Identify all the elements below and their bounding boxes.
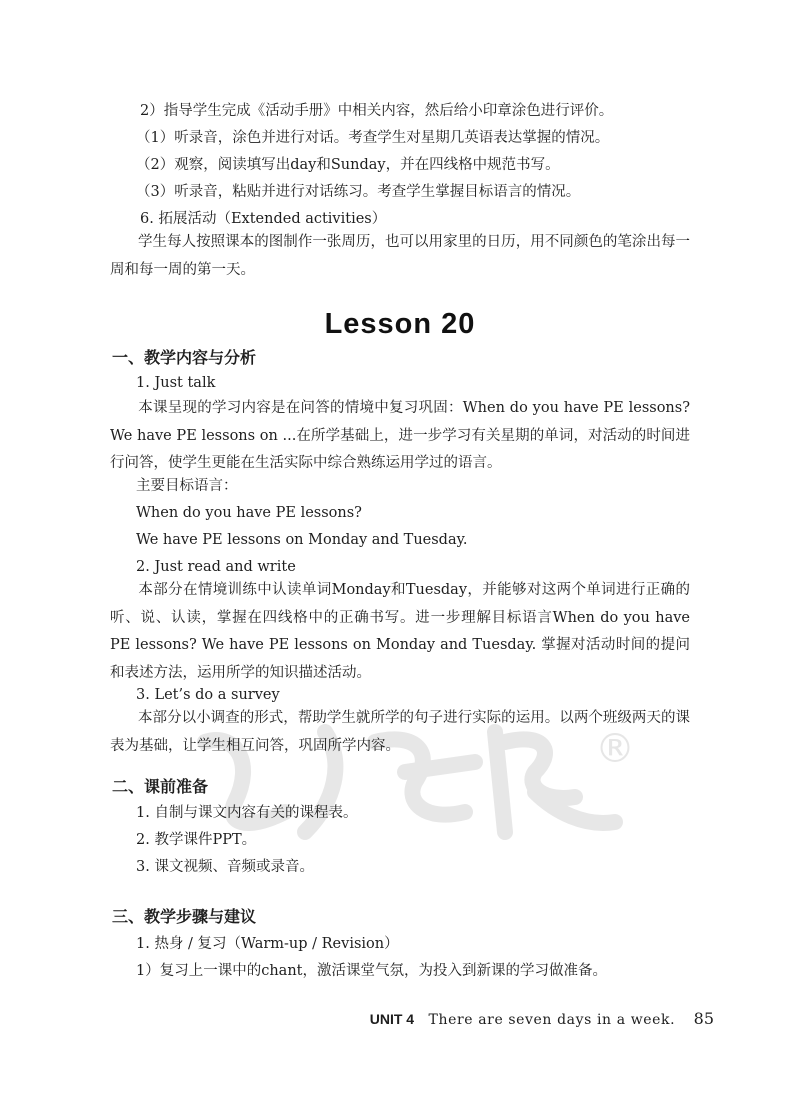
target-language-label: 主要目标语言： (136, 478, 238, 494)
step-warm-up: 1. 热身 / 复习（Warm-up / Revision） (136, 936, 399, 952)
extended-activities-heading: 6. 拓展活动（Extended activities） (140, 211, 387, 227)
activity-step-2: （2）观察，阅读填写出day和Sunday，并在四线格中规范书写。 (136, 157, 560, 173)
page-footer (370, 1010, 714, 1029)
footer-unit: UNIT 4 (369, 1011, 415, 1027)
section-3-heading: 三、教学步骤与建议 (112, 907, 257, 926)
item-just-talk: 1. Just talk (136, 375, 216, 391)
prep-item-1: 1. 自制与课文内容有关的课程表。 (136, 805, 358, 821)
page-number: 85 (693, 1009, 714, 1028)
section-2-heading: 二、课前准备 (112, 777, 209, 796)
lesson-title: Lesson 20 (324, 308, 476, 340)
just-talk-text: 本课呈现的学习内容是在问答的情境中复习巩固：When do you have PE lessons? We have PE lessons on ...在所学基础上，进一步学习有关星期的单词，对活动的时间进行问答，使学生更能在生活实际中综合熟练运用学过的语言。 (110, 400, 690, 471)
footer-unit-title: There are seven days in a week. (428, 1012, 676, 1028)
item-read-write: 2. Just read and write (136, 559, 296, 575)
target-sentence-1: When do you have PE lessons? (136, 505, 362, 521)
prep-item-2: 2. 教学课件PPT。 (136, 832, 257, 848)
activity-step-1: （1）听录音，涂色并进行对话。考查学生对星期几英语表达掌握的情况。 (136, 130, 610, 146)
watermark-registered-mark: ® (595, 726, 635, 772)
extended-activities-text: 学生每人按照课本的图制作一张周历，也可以用家里的日历，用不同颜色的笔涂出每一周和每一周的第一天。 (110, 234, 690, 278)
activity-step-3: （3）听录音，粘贴并进行对话练习。考查学生掌握目标语言的情况。 (136, 184, 581, 200)
read-write-text: 本部分在情境训练中认读单词Monday和Tuesday，并能够对这两个单词进行正确的听、说、认读，掌握在四线格中的正确书写。进一步理解目标语言When do you have PE lessons? We have PE lessons on Monday and Tuesday. 掌握对活动时间的提问和表述方法，运用所学的知识描述活动。 (110, 582, 690, 681)
prep-item-3: 3. 课文视频、音频或录音。 (136, 859, 314, 875)
target-sentence-2: We have PE lessons on Monday and Tuesday. (136, 532, 468, 548)
item-survey: 3. Let’s do a survey (136, 687, 280, 703)
activity-book-step: 2）指导学生完成《活动手册》中相关内容，然后给小印章涂色进行评价。 (140, 103, 614, 119)
step-warm-up-1: 1）复习上一课中的chant，激活课堂气氛，为投入到新课的学习做准备。 (136, 963, 607, 979)
section-1-heading: 一、教学内容与分析 (112, 348, 257, 367)
survey-text: 本部分以小调查的形式，帮助学生就所学的句子进行实际的运用。以两个班级两天的课表为基础，让学生相互问答，巩固所学内容。 (110, 710, 690, 754)
